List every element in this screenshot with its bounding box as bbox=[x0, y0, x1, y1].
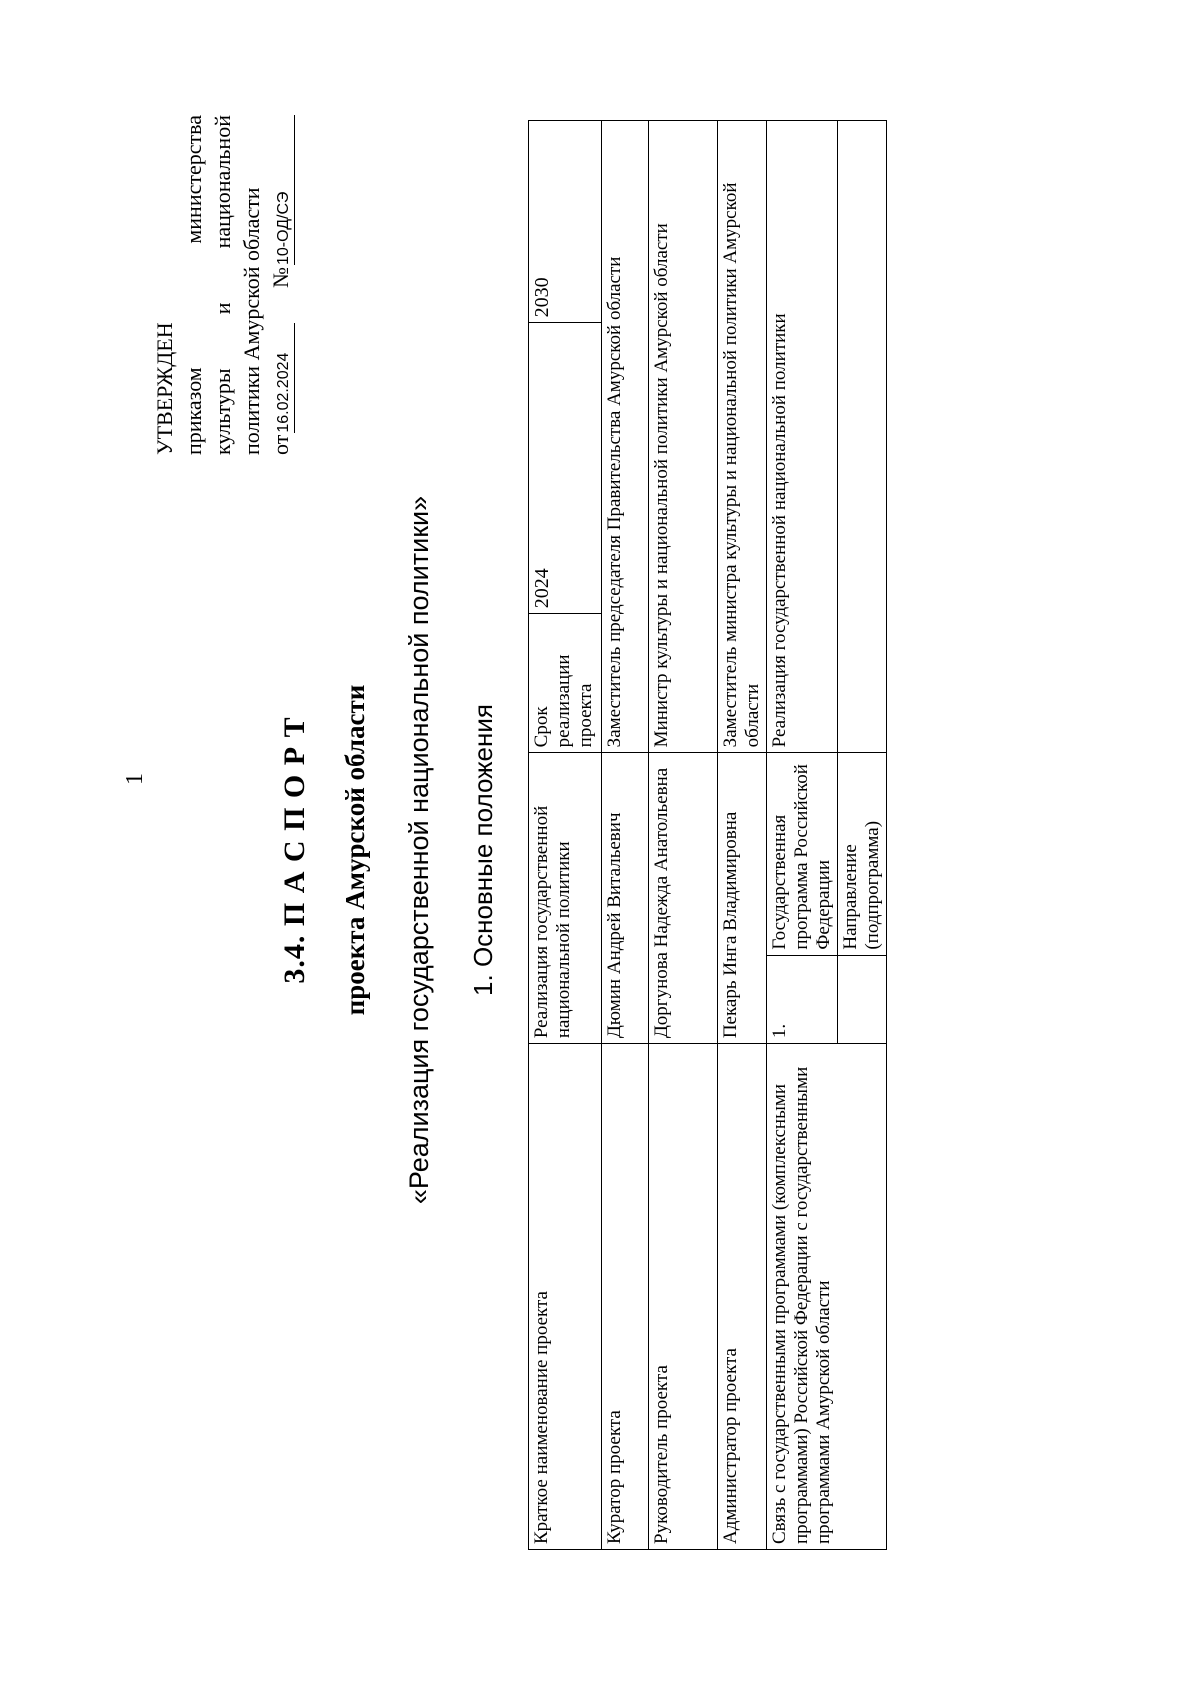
term-end: 2030 bbox=[529, 121, 602, 323]
approval-line-2 bbox=[208, 115, 237, 455]
approval-date-prefix: от bbox=[268, 434, 293, 455]
approval-line-3: политики Амурской области bbox=[239, 187, 264, 455]
short-name-label: Краткое наименование проекта bbox=[529, 1044, 602, 1550]
approval-date: 16.02.2024 bbox=[274, 323, 295, 433]
table-row bbox=[767, 121, 838, 1550]
document-title: 3.4. П А С П О Р Т bbox=[278, 716, 311, 984]
head-name: Доргунова Надежда Анатольевна bbox=[649, 753, 718, 1044]
program-link-program-label: Государственная программа Российской Федерации bbox=[767, 753, 838, 955]
admin-name: Пекарь Инга Владимировна bbox=[718, 753, 767, 1044]
table-row bbox=[529, 121, 602, 1550]
program-link-direction-value bbox=[838, 121, 887, 753]
approval-status: УТВЕРЖДЕН bbox=[152, 322, 177, 455]
admin-label: Администратор проекта bbox=[718, 1044, 767, 1550]
approval-number-prefix: № bbox=[268, 267, 293, 288]
approval-line-1-left: приказом bbox=[181, 367, 206, 455]
curator-label: Куратор проекта bbox=[602, 1044, 649, 1550]
program-link-number-empty bbox=[838, 955, 887, 1044]
document-subtitle: проекта Амурской области bbox=[340, 684, 370, 1016]
term-label: Срок реализации проекта bbox=[529, 614, 602, 753]
head-label: Руководитель проекта bbox=[649, 1044, 718, 1550]
program-link-direction-label: Направление (подпрограмма) bbox=[838, 753, 887, 955]
short-name-value: Реализация государственной национальной политики bbox=[529, 753, 602, 1044]
project-name: «Реализация государственной национальной политики» bbox=[404, 495, 434, 1205]
head-position: Министр культуры и национальной политики Амурской области bbox=[649, 121, 718, 753]
approval-line-2-mid: и bbox=[210, 302, 235, 315]
admin-position: Заместитель министра культуры и национальной политики Амурской области bbox=[718, 121, 767, 753]
table-row bbox=[602, 121, 649, 1550]
term-start: 2024 bbox=[529, 323, 602, 614]
table-row bbox=[718, 121, 767, 1550]
approval-number-group bbox=[266, 115, 295, 288]
section-title: 1. Основные положения bbox=[468, 704, 498, 996]
approval-line-1-right: министерства bbox=[181, 115, 206, 244]
approval-line-2-right: национальной bbox=[210, 115, 235, 249]
page-number: 1 bbox=[122, 773, 148, 785]
program-link-program-value: Реализация государственной национальной политики bbox=[767, 121, 838, 753]
approval-number: 10-ОД/СЭ bbox=[274, 115, 295, 265]
curator-name: Дюмин Андрей Витальевич bbox=[602, 753, 649, 1044]
program-link-label: Связь с государственными программами (комплексными программами) Российской Федерации с государственными программами Амурской области bbox=[767, 1044, 887, 1550]
table-row bbox=[649, 121, 718, 1550]
approval-line-1 bbox=[179, 115, 208, 455]
approval-block bbox=[150, 115, 295, 455]
program-link-number: 1. bbox=[767, 955, 838, 1044]
curator-position: Заместитель председателя Правительства Амурской области bbox=[602, 121, 649, 753]
main-provisions-table bbox=[528, 120, 887, 1550]
approval-line-2-left: культуры bbox=[210, 368, 235, 455]
